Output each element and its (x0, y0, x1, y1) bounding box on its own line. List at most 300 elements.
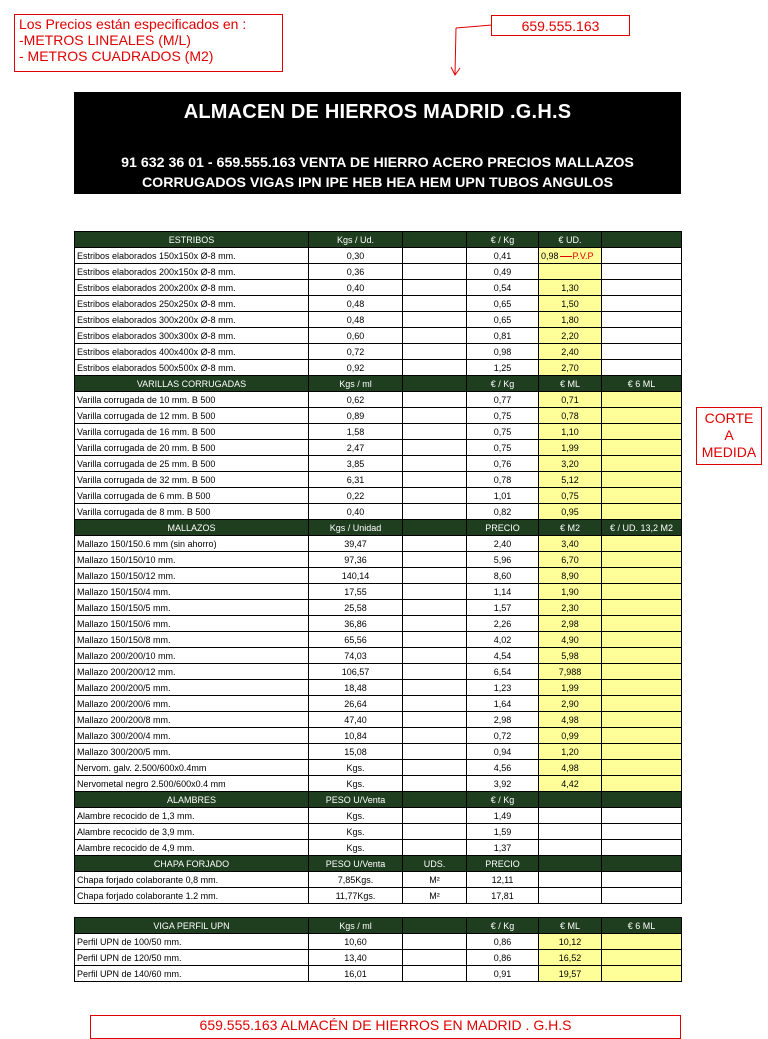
estribos-cell-col-1: 0,36 (309, 264, 403, 280)
chapa-cell-col-0: Chapa forjado colaborante 0,8 mm. (75, 872, 309, 888)
upn-cell-col-5 (602, 966, 682, 982)
varillas-cell-col-3: 0,76 (467, 456, 539, 472)
upn-cell-col-2 (403, 966, 467, 982)
chapa-cell-col-3: 12,11 (467, 872, 539, 888)
table-row (75, 408, 682, 424)
mallazos-cell-col-1: 39,47 (309, 536, 403, 552)
alambres-cell-col-0: Alambre recocido de 1,3 mm. (75, 808, 309, 824)
upn-header-col-0: VIGA PERFIL UPN (75, 918, 309, 934)
estribos-cell-col-0: Estribos elaborados 200x200x Ø-8 mm. (75, 280, 309, 296)
mallazos-cell-col-2 (403, 744, 467, 760)
mallazos-cell-col-1: 74,03 (309, 648, 403, 664)
mallazos-cell-col-2 (403, 728, 467, 744)
mallazos-cell-col-2 (403, 600, 467, 616)
estribos-header-col-0: ESTRIBOS (75, 232, 309, 248)
estribos-cell-col-5 (602, 312, 682, 328)
mallazos-cell-col-1: 18,48 (309, 680, 403, 696)
estribos-cell-col-0: Estribos elaborados 200x150x Ø-8 mm. (75, 264, 309, 280)
chapa-cell-col-2: M² (403, 888, 467, 904)
mallazos-cell-col-0: Mallazo 200/200/5 mm. (75, 680, 309, 696)
varillas-cell-col-4: 0,71 (539, 392, 602, 408)
estribos-cell-col-2 (403, 280, 467, 296)
mallazos-cell-col-0: Mallazo 200/200/12 mm. (75, 664, 309, 680)
mallazos-cell-col-3: 6,54 (467, 664, 539, 680)
estribos-cell-col-5 (602, 264, 682, 280)
table-row (75, 392, 682, 408)
varillas-header-col-5: € 6 ML (602, 376, 682, 392)
mallazos-cell-col-5 (602, 632, 682, 648)
mallazos-cell-col-0: Mallazo 150/150/6 mm. (75, 616, 309, 632)
varillas-header-col-0: VARILLAS CORRUGADAS (75, 376, 309, 392)
table-row (75, 966, 682, 982)
varillas-cell-col-3: 0,77 (467, 392, 539, 408)
estribos-cell-col-4: 2,70 (539, 360, 602, 376)
upn-cell-col-2 (403, 934, 467, 950)
alambres-header-col-4 (539, 792, 602, 808)
alambres-cell-col-1: Kgs. (309, 840, 403, 856)
upn-header-col-1: Kgs / ml (309, 918, 403, 934)
table-row (75, 488, 682, 504)
estribos-cell-col-2 (403, 344, 467, 360)
mallazos-cell-col-3: 1,57 (467, 600, 539, 616)
chapa-cell-col-2: M² (403, 872, 467, 888)
mallazos-cell-col-5 (602, 568, 682, 584)
mallazos-cell-col-1: 140,14 (309, 568, 403, 584)
table-row (75, 808, 682, 824)
chapa-cell-col-1: 7,85Kgs. (309, 872, 403, 888)
chapa-header-col-3: PRECIO (467, 856, 539, 872)
table-row (75, 760, 682, 776)
footer-banner: 659.555.163 ALMACÉN DE HIERROS EN MADRID . G.H.S (90, 1015, 681, 1039)
company-header (74, 92, 681, 194)
alambres-header-row (75, 792, 682, 808)
estribos-cell-col-1: 0,48 (309, 312, 403, 328)
varillas-cell-col-3: 0,78 (467, 472, 539, 488)
estribos-cell-col-1: 0,40 (309, 280, 403, 296)
estribos-cell-col-1: 0,48 (309, 296, 403, 312)
mallazos-cell-col-5 (602, 536, 682, 552)
estribos-cell-col-3: 0,65 (467, 296, 539, 312)
mallazos-cell-col-3: 4,56 (467, 760, 539, 776)
mallazos-cell-col-1: 36,86 (309, 616, 403, 632)
upn-cell-col-3: 0,91 (467, 966, 539, 982)
mallazos-cell-col-0: Mallazo 150/150/10 mm. (75, 552, 309, 568)
chapa-cell-col-1: 11,77Kgs. (309, 888, 403, 904)
pvp-label: P.V.P (572, 250, 594, 261)
note-line-1: Los Precios están especificados en : (19, 16, 247, 32)
estribos-cell-col-3: 1,25 (467, 360, 539, 376)
estribos-cell-col-4: 1,50 (539, 296, 602, 312)
mallazos-cell-col-4: 8,90 (539, 568, 602, 584)
estribos-cell-col-5 (602, 296, 682, 312)
mallazos-cell-col-3: 5,96 (467, 552, 539, 568)
varillas-cell-col-4: 5,12 (539, 472, 602, 488)
varillas-cell-col-2 (403, 424, 467, 440)
mallazos-cell-col-1: 97,36 (309, 552, 403, 568)
upn-cell-col-4: 16,52 (539, 950, 602, 966)
table-row (75, 728, 682, 744)
alambres-cell-col-5 (602, 824, 682, 840)
mallazos-cell-col-5 (602, 776, 682, 792)
chapa-header-row (75, 856, 682, 872)
table-row (75, 680, 682, 696)
estribos-cell-col-5 (602, 328, 682, 344)
mallazos-cell-col-1: 65,56 (309, 632, 403, 648)
estribos-cell-col-0: Estribos elaborados 500x500x Ø-8 mm. (75, 360, 309, 376)
table-row (75, 872, 682, 888)
mallazos-cell-col-5 (602, 664, 682, 680)
mallazos-cell-col-1: 25,58 (309, 600, 403, 616)
mallazos-cell-col-4: 4,90 (539, 632, 602, 648)
mallazos-cell-col-0: Nervometal negro 2.500/600x0.4 mm (75, 776, 309, 792)
estribos-cell-col-3: 0,41 (467, 248, 539, 264)
mallazos-cell-col-0: Mallazo 150/150/4 mm. (75, 584, 309, 600)
varillas-header-col-1: Kgs / ml (309, 376, 403, 392)
mallazos-cell-col-2 (403, 616, 467, 632)
varillas-cell-col-0: Varilla corrugada de 12 mm. B 500 (75, 408, 309, 424)
mallazos-cell-col-3: 4,02 (467, 632, 539, 648)
estribos-cell-col-0: Estribos elaborados 150x150x Ø-8 mm. (75, 248, 309, 264)
mallazos-cell-col-4: 2,90 (539, 696, 602, 712)
mallazos-cell-col-1: 17,55 (309, 584, 403, 600)
alambres-cell-col-4 (539, 840, 602, 856)
mallazos-cell-col-3: 2,40 (467, 536, 539, 552)
table-row (75, 888, 682, 904)
pvp-pointer-line (560, 256, 572, 257)
table-row (75, 552, 682, 568)
varillas-cell-col-5 (602, 440, 682, 456)
estribos-header-col-1: Kgs / Ud. (309, 232, 403, 248)
mallazos-cell-col-3: 1,14 (467, 584, 539, 600)
mallazos-cell-col-2 (403, 648, 467, 664)
mallazos-cell-col-4: 1,20 (539, 744, 602, 760)
alambres-cell-col-3: 1,49 (467, 808, 539, 824)
upn-header-col-3: € / Kg (467, 918, 539, 934)
table-row (75, 950, 682, 966)
mallazos-cell-col-2 (403, 632, 467, 648)
products-line: CORRUGADOS VIGAS IPN IPE HEB HEA HEM UPN TUBOS ANGULOS (141, 175, 614, 191)
table-row (75, 632, 682, 648)
alambres-cell-col-3: 1,59 (467, 824, 539, 840)
upn-cell-col-0: Perfil UPN de 140/60 mm. (75, 966, 309, 982)
estribos-cell-col-3: 0,54 (467, 280, 539, 296)
upn-cell-col-2 (403, 950, 467, 966)
mallazos-cell-col-2 (403, 552, 467, 568)
varillas-cell-col-2 (403, 440, 467, 456)
varillas-cell-col-4: 3,20 (539, 456, 602, 472)
estribos-cell-col-5 (602, 248, 682, 264)
table-row (75, 328, 682, 344)
mallazos-cell-col-3: 0,72 (467, 728, 539, 744)
estribos-header-col-3: € / Kg (467, 232, 539, 248)
mallazos-cell-col-0: Mallazo 300/200/4 mm. (75, 728, 309, 744)
estribos-cell-col-2 (403, 248, 467, 264)
estribos-cell-col-2 (403, 360, 467, 376)
estribos-cell-col-3: 0,81 (467, 328, 539, 344)
varillas-cell-col-3: 0,75 (467, 424, 539, 440)
varillas-cell-col-0: Varilla corrugada de 10 mm. B 500 (75, 392, 309, 408)
varillas-cell-col-5 (602, 488, 682, 504)
mallazos-cell-col-1: 106,57 (309, 664, 403, 680)
note-line-2: -METROS LINEALES (M/L) (19, 32, 191, 48)
phone-callout: 659.555.163 (491, 15, 630, 36)
mallazos-cell-col-4: 5,98 (539, 648, 602, 664)
varillas-cell-col-2 (403, 488, 467, 504)
alambres-cell-col-1: Kgs. (309, 824, 403, 840)
chapa-cell-col-4 (539, 888, 602, 904)
alambres-header-col-2 (403, 792, 467, 808)
estribos-header-col-5 (602, 232, 682, 248)
varillas-cell-col-4: 0,78 (539, 408, 602, 424)
mallazos-cell-col-4: 7,988 (539, 664, 602, 680)
table-row (75, 536, 682, 552)
alambres-cell-col-2 (403, 824, 467, 840)
chapa-cell-col-5 (602, 872, 682, 888)
varillas-cell-col-5 (602, 456, 682, 472)
varillas-cell-col-1: 0,62 (309, 392, 403, 408)
table-row (75, 248, 682, 264)
mallazos-cell-col-2 (403, 664, 467, 680)
estribos-cell-col-0: Estribos elaborados 250x250x Ø-8 mm. (75, 296, 309, 312)
varillas-cell-col-3: 0,75 (467, 408, 539, 424)
mallazos-header-row (75, 520, 682, 536)
alambres-header-col-5 (602, 792, 682, 808)
table-row (75, 600, 682, 616)
estribos-cell-col-4: 2,40 (539, 344, 602, 360)
mallazos-cell-col-0: Mallazo 200/200/10 mm. (75, 648, 309, 664)
mallazos-cell-col-3: 1,64 (467, 696, 539, 712)
upn-table (74, 917, 682, 982)
varillas-cell-col-0: Varilla corrugada de 32 mm. B 500 (75, 472, 309, 488)
mallazos-cell-col-3: 1,23 (467, 680, 539, 696)
chapa-header-col-0: CHAPA FORJADO (75, 856, 309, 872)
varillas-cell-col-0: Varilla corrugada de 6 mm. B 500 (75, 488, 309, 504)
mallazos-cell-col-2 (403, 696, 467, 712)
corte-line-3: MEDIDA (701, 444, 757, 460)
chapa-cell-col-3: 17,81 (467, 888, 539, 904)
alambres-cell-col-5 (602, 808, 682, 824)
estribos-cell-col-1: 0,92 (309, 360, 403, 376)
varillas-cell-col-3: 0,82 (467, 504, 539, 520)
estribos-cell-col-0: Estribos elaborados 300x200x Ø-8 mm. (75, 312, 309, 328)
varillas-cell-col-3: 1,01 (467, 488, 539, 504)
estribos-cell-col-4: 1,30 (539, 280, 602, 296)
upn-header-col-2 (403, 918, 467, 934)
alambres-header-col-0: ALAMBRES (75, 792, 309, 808)
mallazos-header-col-0: MALLAZOS (75, 520, 309, 536)
mallazos-cell-col-5 (602, 744, 682, 760)
varillas-cell-col-1: 6,31 (309, 472, 403, 488)
mallazos-cell-col-3: 2,26 (467, 616, 539, 632)
upn-header-row (75, 918, 682, 934)
varillas-cell-col-2 (403, 392, 467, 408)
estribos-cell-col-4: 1,80 (539, 312, 602, 328)
estribos-cell-col-4 (539, 264, 602, 280)
estribos-header-col-2 (403, 232, 467, 248)
mallazos-cell-col-4: 1,99 (539, 680, 602, 696)
mallazos-cell-col-5 (602, 728, 682, 744)
estribos-cell-col-4: 2,20 (539, 328, 602, 344)
varillas-cell-col-0: Varilla corrugada de 25 mm. B 500 (75, 456, 309, 472)
table-row (75, 472, 682, 488)
upn-cell-col-4: 10,12 (539, 934, 602, 950)
corte-a-medida-note (696, 407, 762, 465)
corte-line-2: A (724, 427, 734, 443)
varillas-cell-col-2 (403, 408, 467, 424)
alambres-cell-col-4 (539, 824, 602, 840)
mallazos-cell-col-1: Kgs. (309, 760, 403, 776)
mallazos-cell-col-4: 4,98 (539, 760, 602, 776)
mallazos-header-col-2 (403, 520, 467, 536)
table-row (75, 744, 682, 760)
table-row (75, 776, 682, 792)
mallazos-cell-col-5 (602, 600, 682, 616)
price-units-note (14, 14, 283, 72)
estribos-cell-col-2 (403, 264, 467, 280)
note-line-3: - METROS CUADRADOS (M2) (19, 48, 214, 64)
chapa-header-col-1: PESO U/Venta (309, 856, 403, 872)
mallazos-cell-col-2 (403, 584, 467, 600)
table-row (75, 616, 682, 632)
estribos-cell-col-3: 0,98 (467, 344, 539, 360)
table-row (75, 296, 682, 312)
mallazos-cell-col-3: 2,98 (467, 712, 539, 728)
contact-line: 91 632 36 01 - 659.555.163 VENTA DE HIERRO ACERO PRECIOS MALLAZOS (121, 155, 634, 171)
mallazos-cell-col-0: Mallazo 150/150/12 mm. (75, 568, 309, 584)
alambres-cell-col-0: Alambre recocido de 3,9 mm. (75, 824, 309, 840)
varillas-cell-col-4: 0,95 (539, 504, 602, 520)
estribos-cell-col-0: Estribos elaborados 300x300x Ø-8 mm. (75, 328, 309, 344)
estribos-cell-col-1: 0,30 (309, 248, 403, 264)
estribos-cell-col-2 (403, 296, 467, 312)
corte-line-1: CORTE (704, 410, 754, 426)
varillas-header-row (75, 376, 682, 392)
varillas-cell-col-2 (403, 472, 467, 488)
mallazos-cell-col-0: Mallazo 150/150/5 mm. (75, 600, 309, 616)
estribos-cell-col-2 (403, 328, 467, 344)
upn-cell-col-3: 0,86 (467, 950, 539, 966)
mallazos-cell-col-3: 4,54 (467, 648, 539, 664)
varillas-cell-col-4: 0,75 (539, 488, 602, 504)
mallazos-cell-col-2 (403, 760, 467, 776)
varillas-cell-col-1: 0,89 (309, 408, 403, 424)
upn-cell-col-5 (602, 950, 682, 966)
upn-cell-col-5 (602, 934, 682, 950)
alambres-cell-col-2 (403, 808, 467, 824)
varillas-cell-col-2 (403, 456, 467, 472)
table-row (75, 456, 682, 472)
mallazos-cell-col-1: Kgs. (309, 776, 403, 792)
estribos-cell-col-5 (602, 360, 682, 376)
chapa-header-col-4 (539, 856, 602, 872)
table-row (75, 934, 682, 950)
upn-cell-col-0: Perfil UPN de 120/50 mm. (75, 950, 309, 966)
mallazos-cell-col-4: 4,42 (539, 776, 602, 792)
table-row (75, 584, 682, 600)
mallazos-cell-col-5 (602, 616, 682, 632)
chapa-header-col-5 (602, 856, 682, 872)
table-row (75, 840, 682, 856)
mallazos-cell-col-1: 47,40 (309, 712, 403, 728)
estribos-cell-col-4: 0,98 P.V.P (539, 248, 602, 264)
mallazos-cell-col-0: Mallazo 150/150/8 mm. (75, 632, 309, 648)
mallazos-cell-col-3: 3,92 (467, 776, 539, 792)
estribos-header-col-4: € UD. (539, 232, 602, 248)
varillas-cell-col-4: 1,99 (539, 440, 602, 456)
mallazos-cell-col-2 (403, 712, 467, 728)
mallazos-cell-col-5 (602, 552, 682, 568)
mallazos-cell-col-0: Mallazo 150/150.6 mm (sin ahorro) (75, 536, 309, 552)
price-table (74, 231, 682, 904)
mallazos-header-col-5: € / UD. 13,2 M2 (602, 520, 682, 536)
mallazos-cell-col-2 (403, 680, 467, 696)
mallazos-header-col-1: Kgs / Unidad (309, 520, 403, 536)
mallazos-cell-col-3: 0,94 (467, 744, 539, 760)
estribos-cell-col-1: 0,72 (309, 344, 403, 360)
upn-header-col-5: € 6 ML (602, 918, 682, 934)
table-row (75, 824, 682, 840)
varillas-cell-col-5 (602, 472, 682, 488)
alambres-cell-col-1: Kgs. (309, 808, 403, 824)
varillas-cell-col-0: Varilla corrugada de 20 mm. B 500 (75, 440, 309, 456)
estribos-header-row (75, 232, 682, 248)
table-row (75, 424, 682, 440)
mallazos-cell-col-5 (602, 680, 682, 696)
mallazos-cell-col-4: 2,98 (539, 616, 602, 632)
mallazos-cell-col-2 (403, 536, 467, 552)
estribos-cell-col-0: Estribos elaborados 400x400x Ø-8 mm. (75, 344, 309, 360)
varillas-cell-col-1: 2,47 (309, 440, 403, 456)
mallazos-cell-col-4: 1,90 (539, 584, 602, 600)
mallazos-cell-col-0: Mallazo 200/200/8 mm. (75, 712, 309, 728)
varillas-cell-col-2 (403, 504, 467, 520)
varillas-cell-col-4: 1,10 (539, 424, 602, 440)
alambres-header-col-1: PESO U/Venta (309, 792, 403, 808)
mallazos-cell-col-4: 6,70 (539, 552, 602, 568)
mallazos-cell-col-1: 10,84 (309, 728, 403, 744)
varillas-cell-col-3: 0,75 (467, 440, 539, 456)
arrow-icon (440, 22, 500, 82)
table-row (75, 568, 682, 584)
varillas-cell-col-5 (602, 408, 682, 424)
varillas-header-col-3: € / Kg (467, 376, 539, 392)
alambres-cell-col-0: Alambre recocido de 4,9 mm. (75, 840, 309, 856)
alambres-header-col-3: € / Kg (467, 792, 539, 808)
upn-cell-col-1: 16,01 (309, 966, 403, 982)
varillas-cell-col-1: 0,22 (309, 488, 403, 504)
varillas-cell-col-0: Varilla corrugada de 8 mm. B 500 (75, 504, 309, 520)
mallazos-cell-col-4: 0,99 (539, 728, 602, 744)
varillas-cell-col-1: 3,85 (309, 456, 403, 472)
company-title: ALMACEN DE HIERROS MADRID .G.H.S (183, 101, 572, 123)
mallazos-cell-col-3: 8,60 (467, 568, 539, 584)
table-row (75, 344, 682, 360)
mallazos-cell-col-0: Nervom. galv. 2.500/600x0.4mm (75, 760, 309, 776)
mallazos-cell-col-0: Mallazo 200/200/6 mm. (75, 696, 309, 712)
mallazos-cell-col-2 (403, 776, 467, 792)
mallazos-cell-col-5 (602, 584, 682, 600)
table-row (75, 504, 682, 520)
mallazos-cell-col-5 (602, 696, 682, 712)
upn-cell-col-1: 10,60 (309, 934, 403, 950)
mallazos-cell-col-5 (602, 760, 682, 776)
mallazos-header-col-4: € M2 (539, 520, 602, 536)
table-row (75, 264, 682, 280)
varillas-header-col-2 (403, 376, 467, 392)
chapa-cell-col-5 (602, 888, 682, 904)
upn-cell-col-0: Perfil UPN de 100/50 mm. (75, 934, 309, 950)
varillas-cell-col-1: 1,58 (309, 424, 403, 440)
